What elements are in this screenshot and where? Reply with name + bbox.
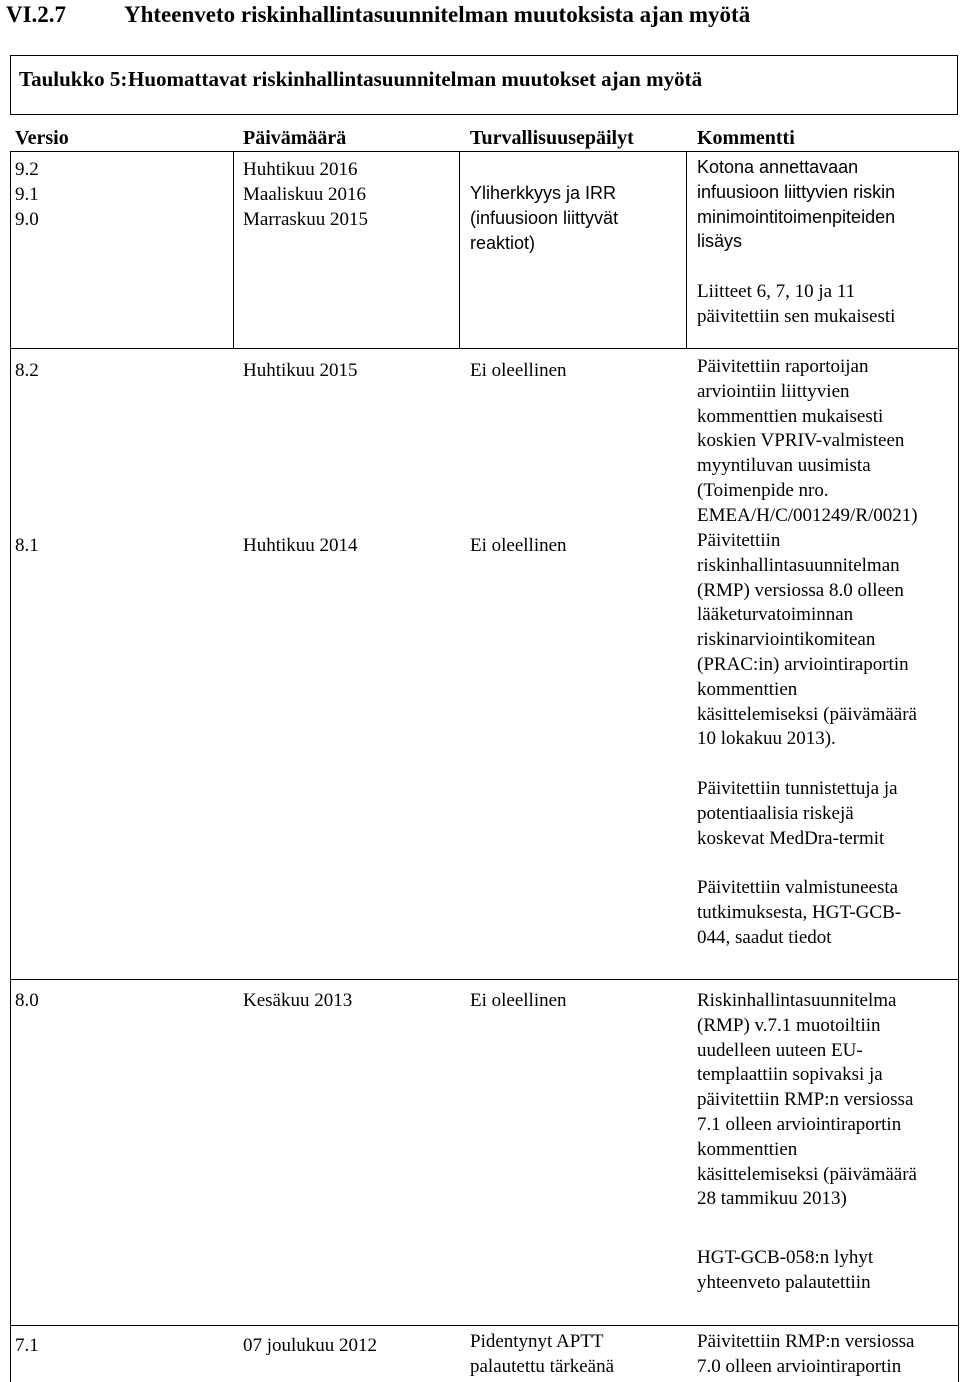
comment-line: infuusioon liittyvien riskin [697,181,896,202]
row-4-comment-2 [697,1246,873,1296]
row-3-comment-3 [697,876,901,950]
row-5-version: 7.1 [15,1335,39,1356]
header-kommentti: Kommentti [697,127,795,149]
row-1-concerns [470,181,618,255]
comment-line: riskinarviointikomitean [697,629,876,651]
comment-line: myyntiluvan uusimista [697,455,871,477]
comment-line: yhteenveto palautettiin [697,1271,871,1293]
comment-line: kommenttien [697,1138,798,1160]
section-heading [6,0,750,30]
concern-line: Yliherkkyys ja IRR [470,183,617,203]
header-turvallisuusepailyt: Turvallisuusepäilyt [470,127,634,149]
comment-line: (RMP) versiossa 8.0 olleen [697,579,904,601]
comment-line: käsittelemiseksi (päivämäärä [697,703,917,725]
row-1-version [15,158,39,232]
col-border-right [958,151,959,1382]
comment-line: käsittelemiseksi (päivämäärä [697,1163,917,1185]
date-value: Maaliskuu 2016 [243,183,366,205]
comment-line: templaattiin sopivaksi ja [697,1064,883,1086]
table-caption-box [10,55,958,115]
comment-line: 10 lokakuu 2013). [697,728,836,750]
comment-line: riskinhallintasuunnitelman [697,554,900,576]
comment-line: minimointitoimenpiteiden [697,206,896,227]
header-versio: Versio [15,127,69,149]
table-caption-text: Huomattavat riskinhallintasuunnitelman muutokset ajan myötä [128,67,703,91]
comment-line: (RMP) v.7.1 muotoiltiin [697,1014,881,1036]
comment-line: potentiaalisia riskejä [697,802,854,824]
comment-line: Riskinhallintasuunnitelma [697,990,897,1011]
comment-line: 28 tammikuu 2013) [697,1188,847,1210]
comment-line: päivitettiin sen mukaisesti [697,305,896,327]
version-value: 9.0 [15,208,39,230]
header-rule [10,151,959,152]
row-4-version: 8.0 [15,990,39,1011]
col-divider-2 [459,151,460,348]
row-3-version: 8.1 [15,535,39,556]
row-rule-3 [10,1325,959,1326]
comment-line: Päivitettiin tunnistettuja ja [697,778,898,799]
comment-line: uudelleen uuteen EU- [697,1039,863,1061]
comment-line: (Toimenpide nro. [697,479,829,501]
col-divider-1 [233,151,234,348]
comment-line: Päivitettiin valmistuneesta [697,877,899,898]
table-caption [19,66,702,92]
row-4-date: Kesäkuu 2013 [243,990,353,1011]
comment-line: EMEA/H/C/001249/R/0021) [697,504,918,526]
row-5-comment [697,1330,914,1380]
comment-line: Päivitettiin [697,530,781,551]
comment-line: 7.0 olleen arviointiraportin [697,1355,902,1377]
section-title: Yhteenveto riskinhallintasuunnitelman muutoksista ajan myötä [124,2,751,27]
date-value: Marraskuu 2015 [243,208,369,230]
table-caption-label: Taulukko 5: [19,67,128,91]
row-2-comment [697,355,918,529]
comment-line: 044, saadut tiedot [697,926,832,948]
version-value: 9.1 [15,183,39,205]
row-rule-2 [10,979,959,980]
row-2-version: 8.2 [15,360,39,381]
row-4-concerns: Ei oleellinen [470,990,567,1011]
date-value: Huhtikuu 2016 [243,159,358,180]
row-1-comment-1 [697,155,895,254]
row-3-concerns: Ei oleellinen [470,535,567,556]
col-border-left [10,151,11,1382]
comment-line: arviointiin liittyvien [697,380,850,402]
row-rule-1 [10,348,959,349]
comment-line: tutkimuksesta, HGT-GCB- [697,901,902,923]
row-1-date [243,158,368,232]
comment-line: kommenttien [697,678,798,700]
comment-line: HGT-GCB-058:n lyhyt [697,1247,874,1268]
comment-line: Päivitettiin RMP:n versiossa [697,1331,915,1352]
comment-line: lisäys [697,231,743,252]
concern-line: reaktiot) [470,232,536,253]
comment-line: koskien VPRIV-valmisteen [697,430,905,452]
row-1-comment-2 [697,280,895,330]
row-5-date: 07 joulukuu 2012 [243,1335,378,1356]
comment-line: Liitteet 6, 7, 10 ja 11 [697,281,856,302]
comment-line: päivitettiin RMP:n versiossa [697,1089,914,1111]
row-5-concerns [470,1330,614,1380]
comment-line: kommenttien mukaisesti [697,405,884,427]
concern-line: Pidentynyt APTT [470,1331,604,1352]
comment-line: Päivitettiin raportoijan [697,356,869,377]
row-2-concerns: Ei oleellinen [470,360,567,381]
row-3-date: Huhtikuu 2014 [243,535,358,556]
comment-line: lääketurvatoiminnan [697,604,854,626]
comment-line: (PRAC:in) arviointiraportin [697,653,909,675]
concern-line: (infuusioon liittyvät [470,207,619,228]
comment-line: 7.1 olleen arviointiraportin [697,1113,902,1135]
section-number: VI.2.7 [6,2,67,27]
comment-line: koskevat MedDra-termit [697,827,885,849]
header-paivamaara: Päivämäärä [243,127,347,149]
row-2-date: Huhtikuu 2015 [243,360,358,381]
comment-line: Kotona annettavaan [697,157,859,177]
concern-line: palautettu tärkeänä [470,1355,615,1377]
row-3-comment-1 [697,529,917,752]
version-value: 9.2 [15,159,39,180]
row-4-comment-1 [697,989,917,1212]
col-divider-3 [686,151,687,348]
row-3-comment-2 [697,777,898,851]
